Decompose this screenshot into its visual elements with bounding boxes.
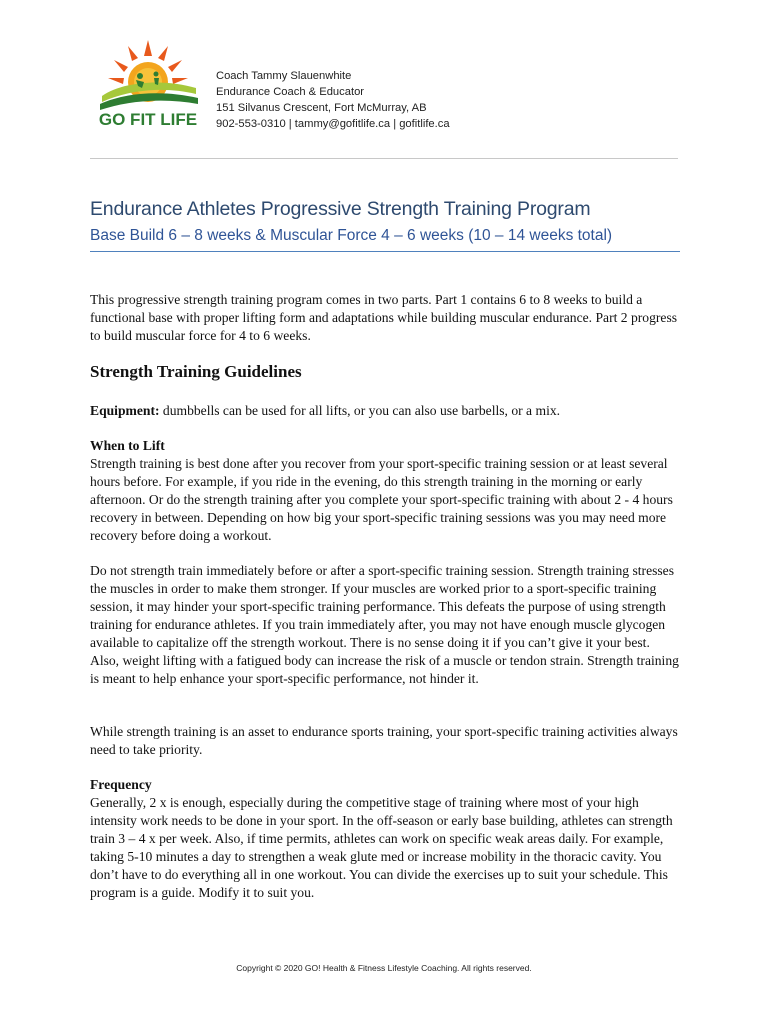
intro-paragraph (90, 291, 680, 345)
intro-text: This progressive strength training program comes in two parts. Part 1 contains 6 to 8 weeks to build a functional base with proper lifting form and adaptations while building muscular endurance. Part 2 progress to build muscular force for 4 to 6 weeks. (90, 292, 678, 343)
coach-address: 151 Silvanus Crescent, Fort McMurray, AB (216, 102, 427, 114)
equipment-text: dumbbells can be used for all lifts, or you can also use barbells, or a mix. (159, 403, 561, 418)
coach-name: Coach Tammy Slauenwhite (216, 70, 352, 82)
header-divider (90, 158, 678, 159)
coach-role: Endurance Coach & Educator (216, 86, 365, 98)
frequency-section (90, 776, 680, 902)
logo-wordmark: GO FIT LIFE (98, 110, 198, 128)
when-to-lift-paragraph-3-block (90, 723, 680, 759)
when-to-lift-paragraph-2-block (90, 562, 680, 688)
copyright-footer: Copyright © 2020 GO! Health & Fitness Lifestyle Coaching. All rights reserved. (236, 963, 532, 973)
title-underline (90, 251, 680, 252)
document-title: Endurance Athletes Progressive Strength Training Program (90, 198, 591, 220)
when-to-lift-section (90, 437, 680, 545)
document-subtitle: Base Build 6 – 8 weeks & Muscular Force 4 – 6 weeks (10 – 14 weeks total) (90, 227, 613, 244)
when-to-lift-heading: When to Lift (90, 438, 165, 453)
when-to-lift-paragraph-3: While strength training is an asset to endurance sports training, your sport-specific training activities always need to take priority. (90, 724, 678, 757)
frequency-paragraph: Generally, 2 x is enough, especially during the competitive stage of training where most of your high intensity work needs to be done in your sport. In the off-season or early base building, athletes can strength train 3 – 4 x per week. Also, if time permits, athletes can work on specific weak areas daily. For example, taking 5-10 minutes a day to strengthen a weak glute med or increase mobility in the thoracic cavity. You don’t have to do everything all in one workout. You can divide the exercises up to suit your schedule. This program is a guide. Modify it to suit you. (90, 795, 673, 900)
frequency-heading: Frequency (90, 777, 152, 792)
equipment-paragraph (90, 402, 680, 420)
when-to-lift-paragraph-2: Do not strength train immediately before or after a sport-specific training session. Strength training stresses the muscles in order to make them stronger. If your muscles are worked prior to a sport-specific training session, it may hinder your sport-specific training performance. This defeats the purpose of using strength training for endurance athletes. If you train immediately after, you may not have enough muscle glycogen available to capitalize off the strength workout. There is no sense doing it if you can’t give it your best. Also, weight lifting with a fatigued body can increase the risk of a muscle or tendon strain. Strength training is meant to help enhance your sport-specific performance, not hinder it. (90, 563, 679, 686)
coach-phone-email-web: 902-553-0310 | tammy@gofitlife.ca | gofitlife.ca (216, 118, 450, 130)
when-to-lift-paragraph-1: Strength training is best done after you recover from your sport-specific training session or at least several hours before. For example, if you ride in the evening, do this strength training in the morning or early afternoon. Or do the strength training after you complete your sport-specific training with about 2 - 4 hours recovery in between. Depending on how big your sport-specific training sessions was you may need more recovery before doing a workout. (90, 456, 673, 543)
go-fit-life-logo (92, 38, 204, 128)
equipment-label: Equipment: (90, 403, 160, 418)
guidelines-heading: Strength Training Guidelines (90, 362, 302, 381)
contact-block (216, 68, 450, 132)
